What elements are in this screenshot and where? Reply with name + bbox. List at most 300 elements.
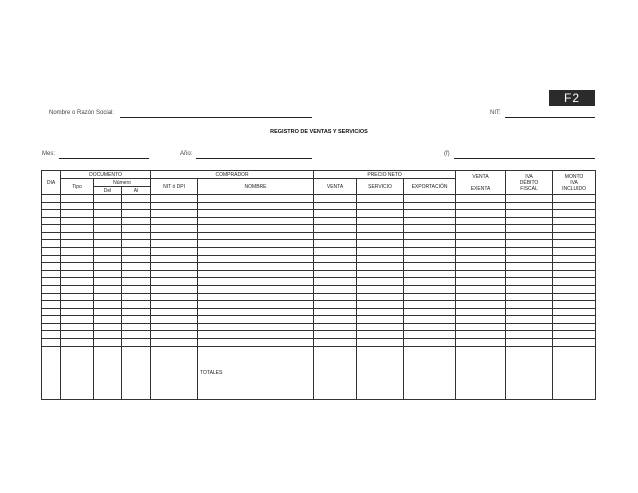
- table-cell[interactable]: [357, 210, 404, 218]
- table-row: [42, 225, 596, 233]
- table-cell[interactable]: [42, 225, 61, 233]
- table-cell[interactable]: [198, 278, 314, 286]
- table-cell[interactable]: [122, 278, 151, 286]
- col-venta: VENTA: [314, 179, 357, 195]
- table-cell[interactable]: [122, 338, 151, 346]
- table-cell[interactable]: [314, 270, 357, 278]
- table-cell[interactable]: [553, 225, 596, 233]
- table-cell[interactable]: [456, 217, 506, 225]
- table-cell[interactable]: [61, 308, 94, 316]
- table-cell[interactable]: [122, 232, 151, 240]
- table-row: [42, 308, 596, 316]
- table-row: [42, 293, 596, 301]
- table-cell[interactable]: [314, 331, 357, 339]
- table-cell[interactable]: [506, 323, 553, 331]
- table-cell[interactable]: [61, 195, 94, 203]
- table-cell[interactable]: [456, 202, 506, 210]
- sales-register-table: [41, 170, 596, 400]
- table-cell[interactable]: [314, 255, 357, 263]
- table-cell[interactable]: [122, 270, 151, 278]
- table-cell[interactable]: [42, 285, 61, 293]
- table-cell[interactable]: [506, 240, 553, 248]
- firma-label: (f): [444, 151, 450, 157]
- table-cell[interactable]: [42, 301, 61, 309]
- table-cell[interactable]: [122, 316, 151, 324]
- nombre-field[interactable]: [120, 117, 312, 118]
- nit-label: NIT:: [490, 110, 501, 116]
- table-cell[interactable]: [506, 301, 553, 309]
- table-cell[interactable]: [404, 232, 456, 240]
- col-precio-neto: PRECIO NETO: [314, 171, 456, 179]
- table-cell[interactable]: [198, 248, 314, 256]
- table-cell[interactable]: [404, 323, 456, 331]
- form-title: REGISTRO DE VENTAS Y SERVICIOS: [270, 129, 368, 135]
- table-cell[interactable]: [61, 285, 94, 293]
- table-cell[interactable]: [198, 263, 314, 271]
- table-cell[interactable]: [122, 301, 151, 309]
- table-cell[interactable]: [151, 232, 198, 240]
- table-cell[interactable]: [151, 308, 198, 316]
- table-cell[interactable]: [151, 293, 198, 301]
- table-cell[interactable]: [553, 240, 596, 248]
- table-cell[interactable]: [94, 210, 122, 218]
- table-cell[interactable]: [357, 323, 404, 331]
- table-cell[interactable]: [314, 263, 357, 271]
- col-servicio: SERVICIO: [357, 179, 404, 195]
- table-cell[interactable]: [553, 210, 596, 218]
- table-cell[interactable]: [456, 240, 506, 248]
- table-cell[interactable]: [357, 232, 404, 240]
- table-cell[interactable]: [61, 316, 94, 324]
- table-cell[interactable]: [151, 323, 198, 331]
- table-cell[interactable]: [42, 270, 61, 278]
- table-cell[interactable]: [151, 316, 198, 324]
- table-cell[interactable]: [122, 217, 151, 225]
- table-cell[interactable]: [553, 248, 596, 256]
- table-cell[interactable]: [553, 278, 596, 286]
- table-cell[interactable]: [314, 338, 357, 346]
- table-cell[interactable]: [506, 217, 553, 225]
- totals-cell[interactable]: [357, 346, 404, 399]
- table-cell[interactable]: [314, 248, 357, 256]
- table-cell[interactable]: [314, 232, 357, 240]
- table-cell[interactable]: [506, 285, 553, 293]
- table-cell[interactable]: [553, 263, 596, 271]
- table-cell[interactable]: [61, 232, 94, 240]
- table-cell[interactable]: [42, 323, 61, 331]
- table-cell[interactable]: [122, 293, 151, 301]
- col-nombre: NOMBRE: [198, 179, 314, 195]
- totals-cell[interactable]: [506, 346, 553, 399]
- totals-cell[interactable]: [122, 346, 151, 399]
- table-cell[interactable]: [61, 202, 94, 210]
- col-exportacion: EXPORTACIÓN: [404, 179, 456, 195]
- table-cell[interactable]: [198, 195, 314, 203]
- anio-label: Año:: [180, 151, 193, 157]
- table-row: [42, 202, 596, 210]
- table-cell[interactable]: [404, 225, 456, 233]
- table-cell[interactable]: [122, 240, 151, 248]
- table-cell[interactable]: [122, 263, 151, 271]
- col-dia: DIA: [42, 171, 61, 195]
- table-cell[interactable]: [94, 195, 122, 203]
- firma-field[interactable]: [454, 158, 595, 159]
- table-cell[interactable]: [198, 232, 314, 240]
- table-cell[interactable]: [553, 331, 596, 339]
- table-cell[interactable]: [404, 338, 456, 346]
- table-cell[interactable]: [553, 301, 596, 309]
- mes-label: Mes:: [42, 151, 56, 157]
- table-row: [42, 210, 596, 218]
- anio-field[interactable]: [196, 158, 312, 159]
- totals-cell[interactable]: [456, 346, 506, 399]
- table-cell[interactable]: [61, 323, 94, 331]
- table-cell[interactable]: [357, 248, 404, 256]
- totals-cell[interactable]: [61, 346, 94, 399]
- table-cell[interactable]: [61, 278, 94, 286]
- table-cell[interactable]: [456, 232, 506, 240]
- table-cell[interactable]: [357, 331, 404, 339]
- totals-cell[interactable]: [553, 346, 596, 399]
- table-cell[interactable]: [151, 217, 198, 225]
- table-cell[interactable]: [42, 240, 61, 248]
- table-cell[interactable]: [357, 225, 404, 233]
- table-cell[interactable]: [94, 255, 122, 263]
- table-cell[interactable]: [94, 323, 122, 331]
- table-cell[interactable]: [94, 202, 122, 210]
- table-cell[interactable]: [151, 331, 198, 339]
- table-cell[interactable]: [506, 210, 553, 218]
- table-cell[interactable]: [122, 210, 151, 218]
- table-cell[interactable]: [151, 278, 198, 286]
- table-cell[interactable]: [456, 338, 506, 346]
- table-cell[interactable]: [151, 263, 198, 271]
- table-cell[interactable]: [42, 248, 61, 256]
- table-cell[interactable]: [198, 338, 314, 346]
- table-cell[interactable]: [456, 278, 506, 286]
- table-cell[interactable]: [94, 331, 122, 339]
- iva-debito-line2: DÉBITO: [519, 179, 539, 186]
- table-cell[interactable]: [314, 278, 357, 286]
- table-cell[interactable]: [506, 331, 553, 339]
- table-cell[interactable]: [506, 232, 553, 240]
- table-cell[interactable]: [404, 210, 456, 218]
- table-cell[interactable]: [456, 263, 506, 271]
- table-cell[interactable]: [61, 248, 94, 256]
- table-cell[interactable]: [198, 293, 314, 301]
- table-cell[interactable]: [314, 217, 357, 225]
- table-cell[interactable]: [61, 225, 94, 233]
- table-cell[interactable]: [553, 217, 596, 225]
- table-cell[interactable]: [506, 263, 553, 271]
- col-documento: DOCUMENTO: [61, 171, 151, 179]
- table-cell[interactable]: [357, 301, 404, 309]
- table-row: [42, 270, 596, 278]
- table-cell[interactable]: [314, 301, 357, 309]
- table-cell[interactable]: [506, 195, 553, 203]
- table-cell[interactable]: [198, 217, 314, 225]
- table-cell[interactable]: [506, 278, 553, 286]
- totals-cell[interactable]: [94, 346, 122, 399]
- table-cell[interactable]: [404, 217, 456, 225]
- table-cell[interactable]: [198, 285, 314, 293]
- table-cell[interactable]: [94, 285, 122, 293]
- table-row: [42, 316, 596, 324]
- table-cell[interactable]: [404, 331, 456, 339]
- table-cell[interactable]: [151, 240, 198, 248]
- mes-field[interactable]: [59, 158, 149, 159]
- table-cell[interactable]: [42, 210, 61, 218]
- table-cell[interactable]: [404, 240, 456, 248]
- table-cell[interactable]: [357, 338, 404, 346]
- table-cell[interactable]: [122, 248, 151, 256]
- table-cell[interactable]: [314, 323, 357, 331]
- table-cell[interactable]: [198, 323, 314, 331]
- table-cell[interactable]: [553, 255, 596, 263]
- table-cell[interactable]: [506, 316, 553, 324]
- table-cell[interactable]: [357, 285, 404, 293]
- totals-row: [42, 346, 596, 399]
- table-cell[interactable]: [94, 301, 122, 309]
- table-cell[interactable]: [94, 240, 122, 248]
- table-cell[interactable]: [506, 202, 553, 210]
- table-cell[interactable]: [357, 263, 404, 271]
- table-cell[interactable]: [198, 331, 314, 339]
- table-row: [42, 285, 596, 293]
- table-cell[interactable]: [357, 293, 404, 301]
- table-cell[interactable]: [151, 285, 198, 293]
- table-cell[interactable]: [61, 240, 94, 248]
- nombre-label: Nombre o Razón Social:: [49, 110, 115, 116]
- table-cell[interactable]: [94, 217, 122, 225]
- table-cell[interactable]: [42, 195, 61, 203]
- table-cell[interactable]: [61, 270, 94, 278]
- table-cell[interactable]: [122, 225, 151, 233]
- table-cell[interactable]: [198, 202, 314, 210]
- table-cell[interactable]: [198, 255, 314, 263]
- table-cell[interactable]: [506, 255, 553, 263]
- table-cell[interactable]: [61, 263, 94, 271]
- table-cell[interactable]: [198, 308, 314, 316]
- table-cell[interactable]: [456, 195, 506, 203]
- table-cell[interactable]: [122, 323, 151, 331]
- table-cell[interactable]: [151, 270, 198, 278]
- table-cell[interactable]: [456, 248, 506, 256]
- table-cell[interactable]: [404, 301, 456, 309]
- table-cell[interactable]: [61, 217, 94, 225]
- table-cell[interactable]: [198, 240, 314, 248]
- table-cell[interactable]: [506, 225, 553, 233]
- table-cell[interactable]: [42, 293, 61, 301]
- table-cell[interactable]: [61, 331, 94, 339]
- col-del: Del: [94, 187, 122, 195]
- table-cell[interactable]: [456, 323, 506, 331]
- totals-cell[interactable]: [404, 346, 456, 399]
- table-cell[interactable]: [456, 293, 506, 301]
- table-cell[interactable]: [456, 331, 506, 339]
- table-cell[interactable]: [357, 308, 404, 316]
- table-cell[interactable]: [151, 210, 198, 218]
- table-cell[interactable]: [506, 293, 553, 301]
- totals-cell[interactable]: [42, 346, 61, 399]
- table-cell[interactable]: [357, 255, 404, 263]
- table-cell[interactable]: [314, 285, 357, 293]
- table-cell[interactable]: [357, 278, 404, 286]
- table-cell[interactable]: [456, 301, 506, 309]
- table-row: [42, 255, 596, 263]
- table-row: [42, 217, 596, 225]
- table-cell[interactable]: [314, 225, 357, 233]
- table-cell[interactable]: [456, 255, 506, 263]
- table-cell[interactable]: [553, 195, 596, 203]
- col-nit-dpi: NIT ó DPI: [151, 179, 198, 195]
- table-cell[interactable]: [42, 255, 61, 263]
- table-cell[interactable]: [42, 308, 61, 316]
- table-cell[interactable]: [61, 255, 94, 263]
- table-cell[interactable]: [404, 195, 456, 203]
- table-cell[interactable]: [314, 240, 357, 248]
- table-cell[interactable]: [94, 338, 122, 346]
- table-cell[interactable]: [456, 308, 506, 316]
- table-cell[interactable]: [456, 270, 506, 278]
- table-cell[interactable]: [122, 331, 151, 339]
- table-cell[interactable]: [94, 263, 122, 271]
- table-cell[interactable]: [151, 301, 198, 309]
- col-al: Al: [122, 187, 151, 195]
- table-cell[interactable]: [456, 316, 506, 324]
- table-cell[interactable]: [198, 301, 314, 309]
- table-cell[interactable]: [404, 255, 456, 263]
- table-cell[interactable]: [314, 293, 357, 301]
- table-cell[interactable]: [151, 248, 198, 256]
- col-comprador: COMPRADOR: [151, 171, 314, 179]
- table-cell[interactable]: [553, 316, 596, 324]
- iva-debito-line1: IVA: [525, 173, 533, 180]
- table-cell[interactable]: [314, 308, 357, 316]
- table-cell[interactable]: [553, 270, 596, 278]
- table-cell[interactable]: [357, 217, 404, 225]
- table-row: [42, 195, 596, 203]
- totals-cell[interactable]: [151, 346, 198, 399]
- table-cell[interactable]: [314, 210, 357, 218]
- table-cell[interactable]: [506, 308, 553, 316]
- table-cell[interactable]: [506, 270, 553, 278]
- table-cell[interactable]: [198, 270, 314, 278]
- table-cell[interactable]: [61, 293, 94, 301]
- table-cell[interactable]: [456, 210, 506, 218]
- table-cell[interactable]: [94, 270, 122, 278]
- table-cell[interactable]: [122, 255, 151, 263]
- table-cell[interactable]: [122, 195, 151, 203]
- table-cell[interactable]: [42, 217, 61, 225]
- table-cell[interactable]: [42, 263, 61, 271]
- table-cell[interactable]: [94, 248, 122, 256]
- table-cell[interactable]: [404, 270, 456, 278]
- table-cell[interactable]: [151, 338, 198, 346]
- table-cell[interactable]: [42, 338, 61, 346]
- table-cell[interactable]: [404, 248, 456, 256]
- table-cell[interactable]: [42, 202, 61, 210]
- table-cell[interactable]: [553, 323, 596, 331]
- table-cell[interactable]: [314, 202, 357, 210]
- iva-debito-line3: FISCAL: [520, 185, 538, 192]
- table-cell[interactable]: [61, 301, 94, 309]
- table-cell[interactable]: [61, 338, 94, 346]
- venta-exenta-line1: VENTA: [472, 173, 489, 180]
- table-cell[interactable]: [404, 308, 456, 316]
- table-cell[interactable]: [314, 316, 357, 324]
- table-cell[interactable]: [404, 285, 456, 293]
- table-cell[interactable]: [42, 316, 61, 324]
- table-cell[interactable]: [553, 232, 596, 240]
- table-cell[interactable]: [456, 225, 506, 233]
- table-cell[interactable]: [122, 285, 151, 293]
- table-cell[interactable]: [94, 232, 122, 240]
- table-cell[interactable]: [553, 285, 596, 293]
- table-cell[interactable]: [553, 293, 596, 301]
- table-cell[interactable]: [94, 308, 122, 316]
- table-cell[interactable]: [553, 338, 596, 346]
- col-iva-debito: [506, 171, 553, 195]
- table-cell[interactable]: [404, 316, 456, 324]
- table-cell[interactable]: [198, 225, 314, 233]
- table-cell[interactable]: [61, 210, 94, 218]
- table-cell[interactable]: [42, 278, 61, 286]
- table-cell[interactable]: [151, 202, 198, 210]
- table-cell[interactable]: [357, 270, 404, 278]
- table-cell[interactable]: [357, 202, 404, 210]
- table-cell[interactable]: [42, 232, 61, 240]
- col-monto-iva: [553, 171, 596, 195]
- table-cell[interactable]: [151, 195, 198, 203]
- form-code-badge: F2: [549, 90, 595, 106]
- table-cell[interactable]: [198, 210, 314, 218]
- table-cell[interactable]: [404, 202, 456, 210]
- table-cell[interactable]: [94, 225, 122, 233]
- table-cell[interactable]: [42, 331, 61, 339]
- table-cell[interactable]: [506, 248, 553, 256]
- table-cell[interactable]: [151, 255, 198, 263]
- table-cell[interactable]: [198, 316, 314, 324]
- totals-cell[interactable]: [314, 346, 357, 399]
- table-cell[interactable]: [151, 225, 198, 233]
- table-cell[interactable]: [94, 278, 122, 286]
- col-numero: Número: [94, 179, 151, 187]
- table-cell[interactable]: [553, 308, 596, 316]
- table-cell[interactable]: [553, 202, 596, 210]
- table-row: [42, 263, 596, 271]
- monto-iva-line1: MONTO: [564, 173, 584, 180]
- table-row: [42, 301, 596, 309]
- table-cell[interactable]: [404, 263, 456, 271]
- table-cell[interactable]: [506, 338, 553, 346]
- table-cell[interactable]: [94, 316, 122, 324]
- table-cell[interactable]: [357, 316, 404, 324]
- table-cell[interactable]: [122, 202, 151, 210]
- table-cell[interactable]: [404, 278, 456, 286]
- table-cell[interactable]: [404, 293, 456, 301]
- table-cell[interactable]: [357, 240, 404, 248]
- table-cell[interactable]: [94, 293, 122, 301]
- table-cell[interactable]: [314, 195, 357, 203]
- table-cell[interactable]: [357, 195, 404, 203]
- table-cell[interactable]: [122, 308, 151, 316]
- table-row: [42, 331, 596, 339]
- table-row: [42, 240, 596, 248]
- col-tipo: Tipo: [61, 179, 94, 195]
- table-cell[interactable]: [456, 285, 506, 293]
- nit-field[interactable]: [505, 117, 595, 118]
